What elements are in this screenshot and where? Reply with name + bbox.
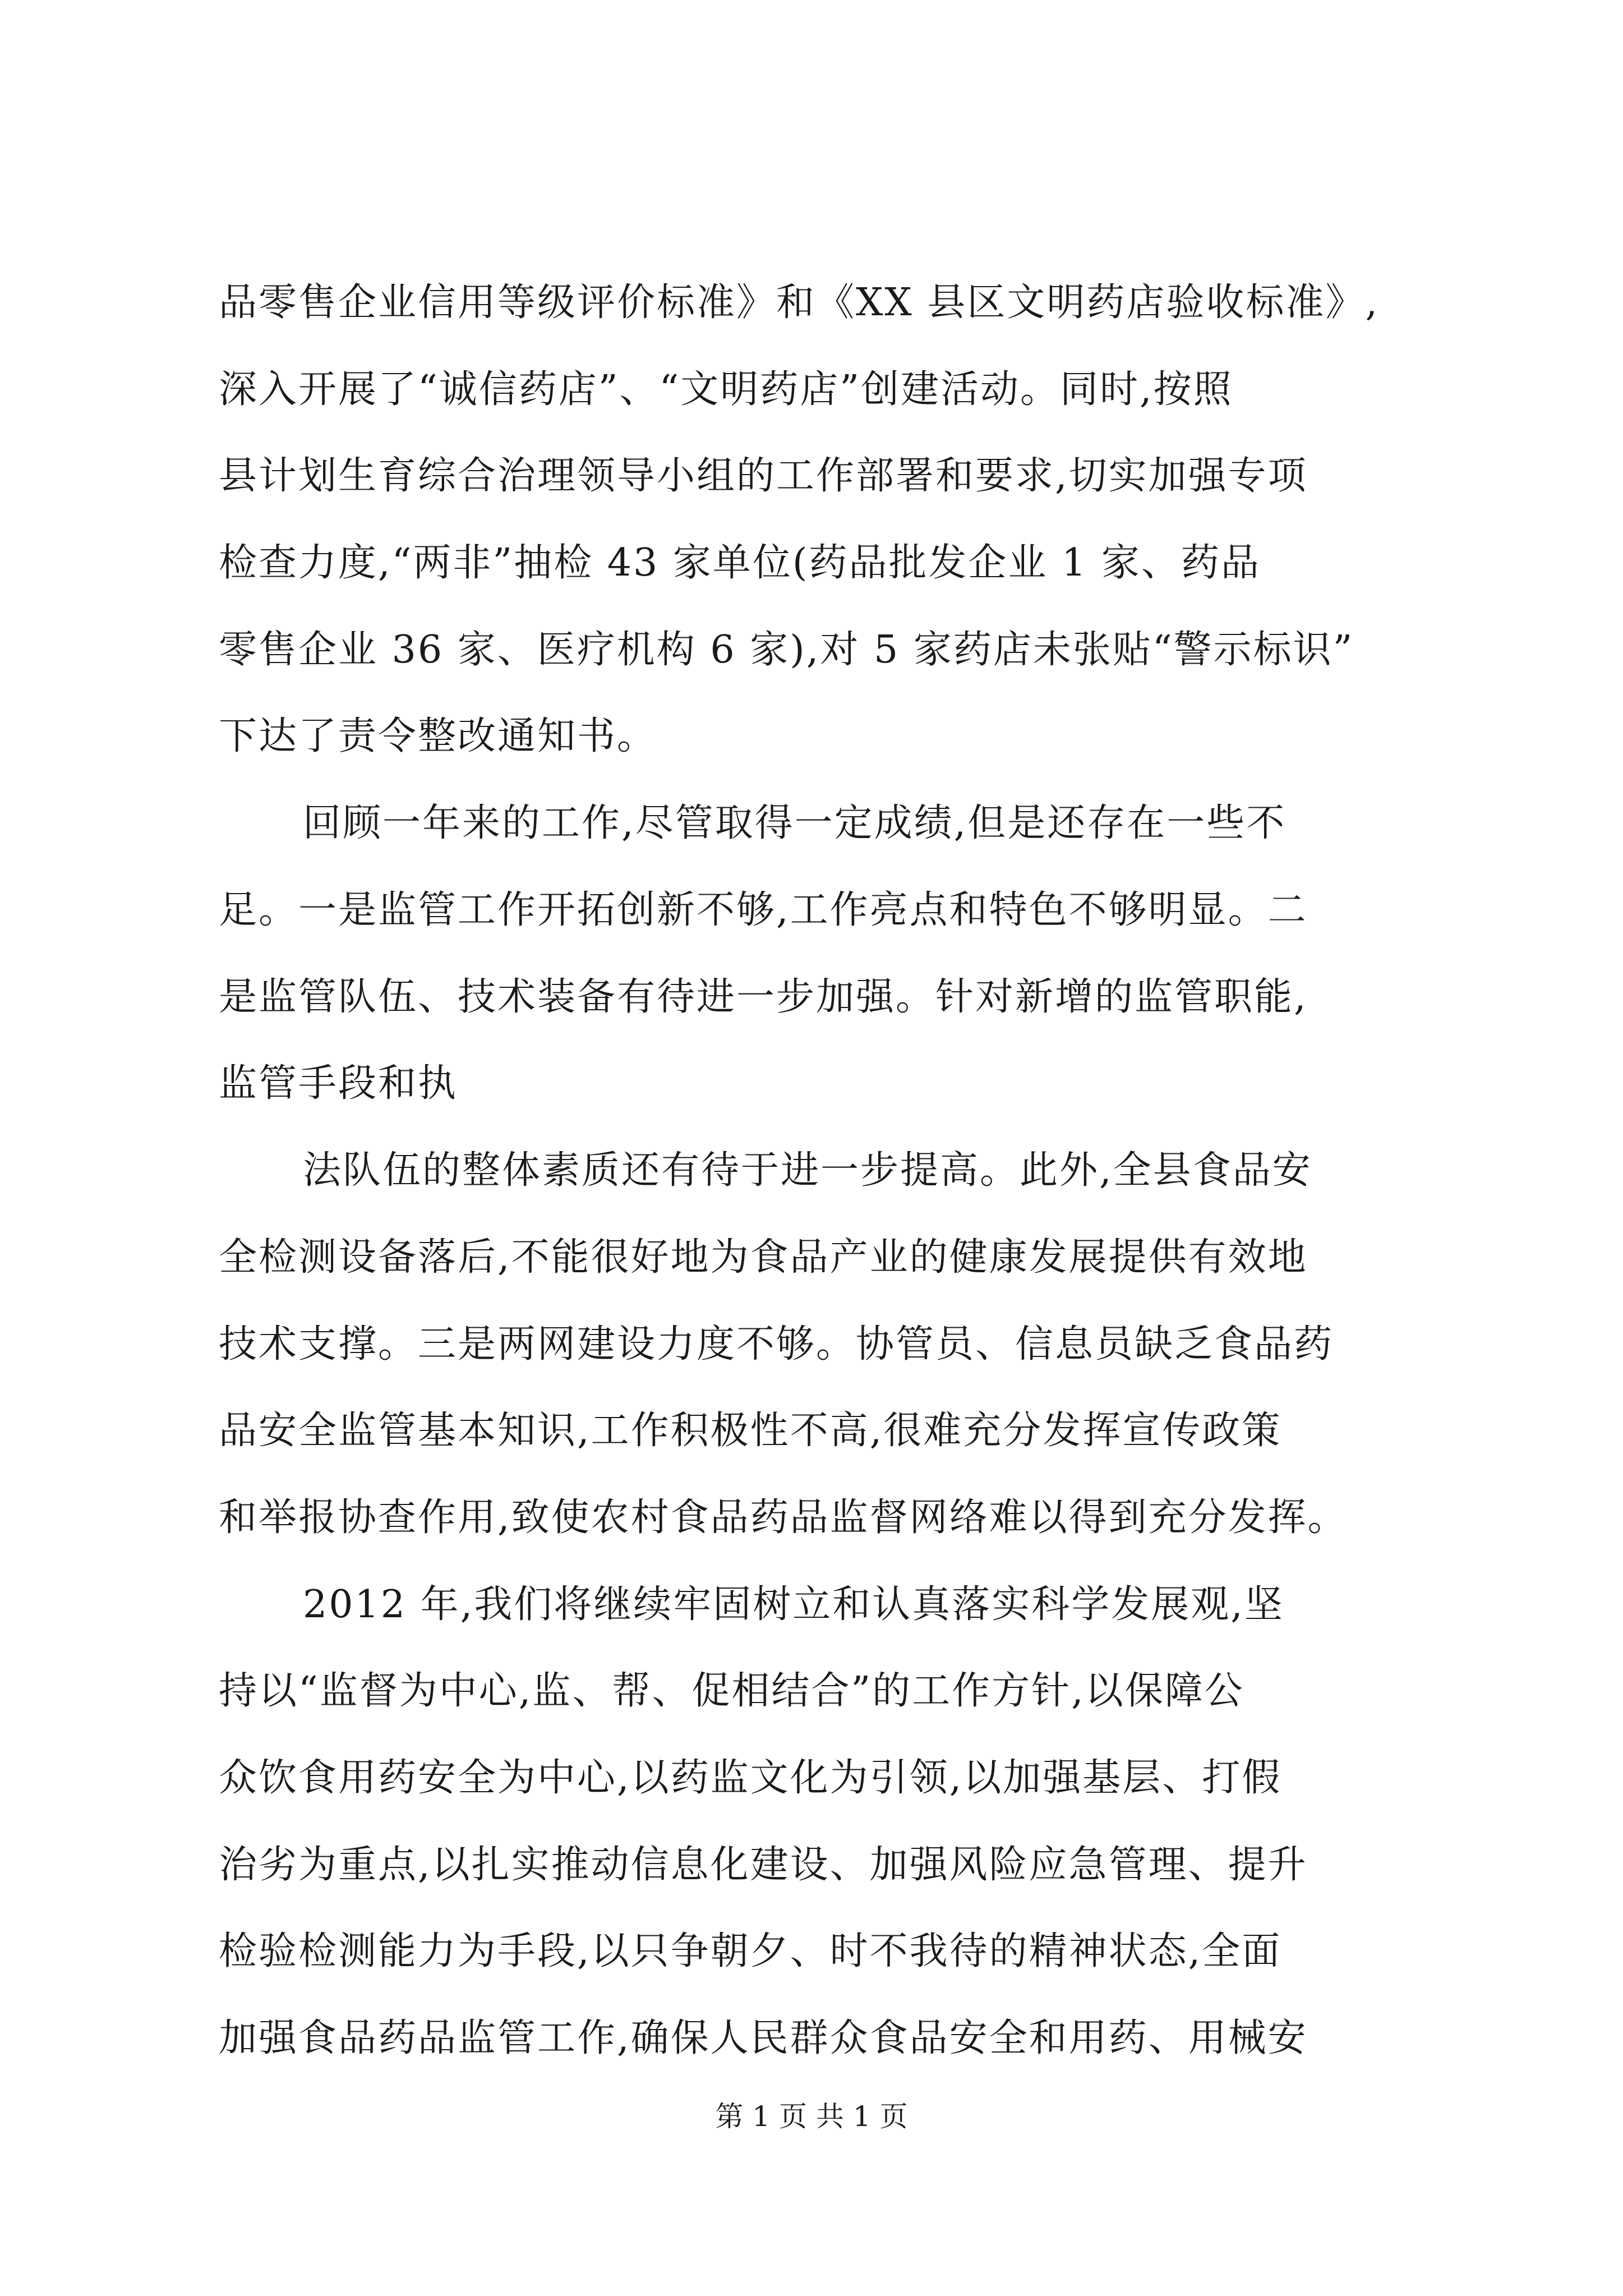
text-line: 足。一是监管工作开拓创新不够,工作亮点和特色不够明显。二	[219, 888, 1308, 932]
text-line: 加强食品药品监管工作,确保人民群众食品安全和用药、用械安	[219, 2016, 1308, 2060]
page-number-footer: 第 1 页 共 1 页	[715, 2100, 908, 2133]
text-line: 技术支撑。三是两网建设力度不够。协管员、信息员缺乏食品药	[219, 1322, 1334, 1366]
text-line: 品安全监管基本知识,工作积极性不高,很难充分发挥宣传政策	[219, 1409, 1282, 1453]
text-line: 检查力度,“两非”抽检 43 家单位(药品批发企业 1 家、药品	[219, 541, 1261, 585]
text-line: 和举报协查作用,致使农村食品药品监督网络难以得到充分发挥。	[219, 1496, 1348, 1540]
text-line: 监管手段和执	[219, 1061, 458, 1106]
text-line: 下达了责令整改通知书。	[219, 714, 657, 758]
text-line: 治劣为重点,以扎实推动信息化建设、加强风险应急管理、提升	[219, 1843, 1308, 1887]
text-line: 深入开展了“诚信药店”、“文明药店”创建活动。同时,按照	[219, 367, 1233, 412]
text-line: 检验检测能力为手段,以只争朝夕、时不我待的精神状态,全面	[219, 1929, 1282, 1973]
text-line: 品零售企业信用等级评价标准》和《XX 县区文明药店验收标准》,	[219, 280, 1380, 325]
paragraph-first-line: 法队伍的整体素质还有待于进一步提高。此外,全县食品安	[303, 1148, 1312, 1193]
text-line: 零售企业 36 家、医疗机构 6 家),对 5 家药店未张贴“警示标识”	[219, 628, 1354, 672]
text-line: 是监管队伍、技术装备有待进一步加强。针对新增的监管职能,	[219, 975, 1308, 1019]
text-line: 持以“监督为中心,监、帮、促相结合”的工作方针,以保障公	[219, 1669, 1244, 1713]
paragraph-first-line: 2012 年,我们将继续牢固树立和认真落实科学发展观,坚	[303, 1582, 1284, 1627]
paragraph-first-line: 回顾一年来的工作,尽管取得一定成绩,但是还存在一些不	[303, 801, 1287, 845]
text-line: 全检测设备落后,不能很好地为食品产业的健康发展提供有效地	[219, 1235, 1308, 1280]
text-line: 众饮食用药安全为中心,以药监文化为引领,以加强基层、打假	[219, 1756, 1282, 1800]
text-line: 县计划生育综合治理领导小组的工作部署和要求,切实加强专项	[219, 454, 1308, 498]
